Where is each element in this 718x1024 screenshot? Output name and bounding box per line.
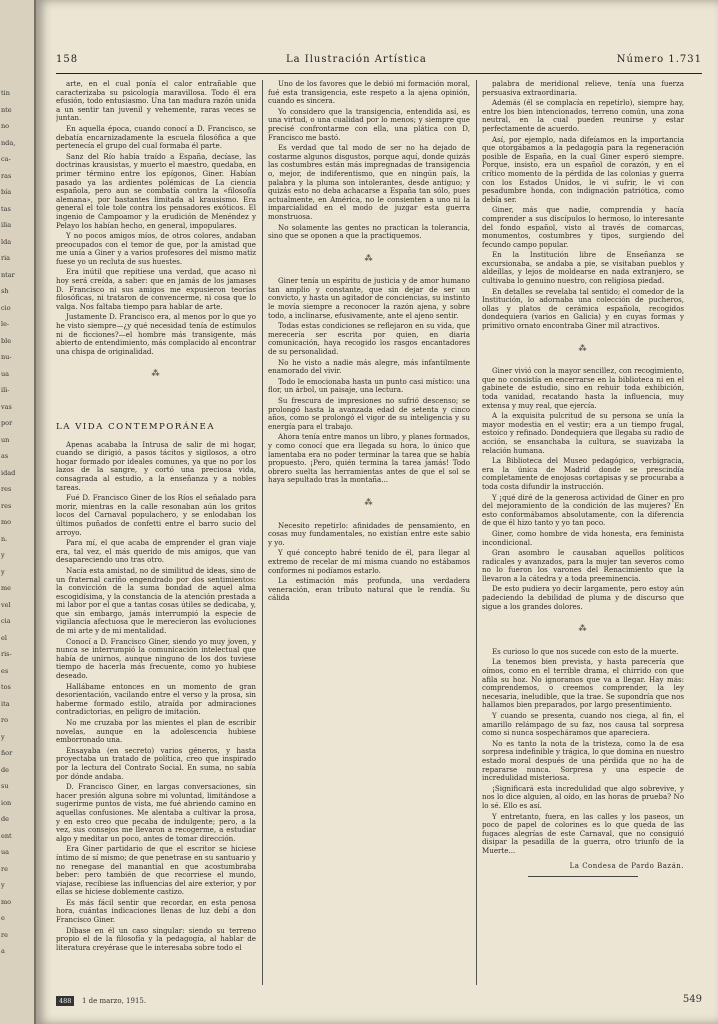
paragraph: Giner vivió con la mayor sencillez, con recogimiento, que no consistía en encerrarse en la biblioteca ni en el gabinete de estudio, sino en rehuir toda exhibición, toda vanidad, recatando hasta la influencia, muy extensa y muy real, que ejercía. <box>482 366 684 410</box>
facing-page-fragment: e <box>1 914 5 922</box>
paragraph: ¡Significará esta incredulidad que algo sobrevive, y nos lo dice alguien, al oído, en las horas de prueba? No lo sé. Ello es así. <box>482 783 684 810</box>
paragraph: La tenemos bien prevista, y hasta parecería que oímos, como en el terrible drama, el chirrido con que afila su hoz. No ignoramos que va a llegar. Hay más: comprendemos, o creemos comprender, la ley necesaria, ineludible, que la trae. Se supondría que nos hallamos bien preparados, por largo presentimiento. <box>482 657 684 710</box>
paragraph: Era inútil que repitiese una verdad, que acaso ni hoy será creída, a saber: que en jamás de los jamases D. Francisco ni sus amigos me expusieron teorías filosóficas, ni trataron de convencerme, ni cosa que lo valga. Nos faltaba tiempo para hablar de arte. <box>56 267 256 311</box>
facing-page-fragment: y <box>1 732 5 741</box>
footer-badge: 488 <box>56 996 74 1006</box>
paragraph: Giner tenía un espíritu de justicia y de amor humano tan amplio y constante, que sin dejar de ser un convicto, y hasta un agitador de conciencias, su instinto le movía siempre a reconocer la razón ajena, y sobre todo, a inclinarse, efusivamente, ante el ajeno sentir. <box>268 276 470 320</box>
paragraph: Es verdad que tal modo de ser no ha dejado de costarme algunos disgustos, porque aquí, donde quizás las costumbres están más impregnadas de transigencia o, mejor, de indiferentismo, que en ningún país, la palabra y la pluma son intolerantes, desde antiguo; y quizás esto no deba achacarse a España tan sólo, pues actualmente, en América, no le consienten a uno ni la imparcialidad en el modo de juzgar esta guerra monstruosa. <box>268 143 470 221</box>
facing-page-fragment: nu- <box>1 353 12 361</box>
facing-page-fragment: ca- <box>1 155 11 163</box>
facing-page-fragment: un <box>1 435 10 444</box>
paragraph: Es más fácil sentir que recordar, en esta penosa hora, cuántas indicaciones llenas de luz debí a don Francisco Giner. <box>56 897 256 925</box>
signature: La Condesa de Pardo Bazán. <box>569 861 684 870</box>
paragraph: Giner, como hombre de vida honesta, era feminista incondicional. <box>482 528 684 547</box>
facing-page-fragment: cia <box>1 617 11 625</box>
facing-page-fragment: ua <box>1 369 10 378</box>
header-page-number: 158 <box>56 54 79 65</box>
facing-page-edge <box>0 0 36 1024</box>
paragraph: Todas estas condiciones se reflejaron en su vida, que merecería ser escrita por quien, en diaria comunicación, haya recogido los rasgos encantadores de su personalidad. <box>268 321 470 357</box>
separator-stars: ⁂ <box>578 624 588 634</box>
paragraph: No es tanto la nota de la tristeza, como la de esa sorpresa indefinible y trágica, lo que domina en nuestro estado moral después de una pérdida que no ha de repararse nunca. Sorpresa y una especie de incredulidad misteriosa. <box>482 738 684 783</box>
separator-stars: ⁂ <box>364 497 374 507</box>
facing-page-fragment: ent <box>1 831 12 840</box>
paragraph: En la Institución libre de Enseñanza se excursionaba, se andaba a pie, se visitaban pueblos y aldeíllas, y lejos de moldearse en nada extranjero, se cultivaba lo genuino nuestro, con religiosa piedad. <box>482 250 684 286</box>
page-header <box>56 54 702 68</box>
paragraph: Para mí, el que acaba de emprender el gran viaje era, tal vez, el más querido de mis amigos, que van desapareciendo uno tras otro. <box>56 538 256 565</box>
facing-page-fragment: ble <box>1 336 12 345</box>
paragraph: Hallábame entonces en un momento de gran desorientación, vacilando entre el verso y la prosa, sin haberme formado estilo, atraída por admiraciones contradictorias, en peligro de imitación. <box>56 681 256 717</box>
facing-page-fragment: no <box>1 122 10 130</box>
paragraph: Conocí a D. Francisco Giner, siendo yo muy joven, y nunca se interrumpió la comunicación intelectual que había de unirnos, aunque ninguno de los dos tuviese tiempo de hacerla más frecuente, como yo hubiese deseado. <box>56 636 256 681</box>
paragraph: Ensayaba (en secreto) varios géneros, y hasta proyectaba un tratado de política, creo que inspirado por la lectura del Contrato Social. En suma, no sabía por dónde andaba. <box>56 745 256 781</box>
footer-date: 1 de marzo, 1915. <box>82 997 147 1005</box>
paragraph: Uno de los favores que le debió mi formación moral, fué esta transigencia, este respeto a la ajena opinión, cuando es sincera. <box>268 80 470 106</box>
facing-page-fragment: bía <box>1 188 12 196</box>
paragraph: Y no pocos amigos míos, de otros colores, andaban preocupados con el temor de que, por la amistad que me unía a Giner y a varios profesores del mismo matiz fuese yo un recluta de sus huestes. <box>56 231 256 266</box>
paragraph: Fué D. Francisco Giner de los Ríos el señalado para morir, mientras en la calle resonaban aún los gritos locos del Carnaval populachero, y se enlodaban los últimos puñados de confetti entre el barro sucio del arroyo. <box>56 493 256 537</box>
paragraph: Y ¡qué diré de la generosa actividad de Giner en pro del mejoramiento de la condición de las mujeres? En esto conformábamos absolutamente, con la diferencia de que él hizo tanto y yo tan poco. <box>482 492 684 528</box>
paragraph: Y entretanto, fuera, en las calles y los paseos, un poco de papel de colorines es lo que queda de las fugaces alegrías de este Carnaval, que no consiguió disipar la pesadilla de la guerra, otro triunfo de la Muerte... <box>482 811 684 855</box>
paragraph: Era Giner partidario de que el escritor se hiciese íntimo de sí mismo; de que penetrase en su santuario y no renegase del manantial en que acostumbraba beber: pero también de que recorriese el mundo, viajase, recibiese las influencias del aire exterior, y por ellas se hiciese doblemente castizo. <box>56 844 256 897</box>
facing-page-fragment: vas <box>1 402 12 411</box>
column-2 <box>268 80 470 985</box>
facing-page-fragment: ria <box>1 254 11 262</box>
facing-page-fragment: nte <box>1 105 12 114</box>
paragraph: Apenas acababa la Intrusa de salir de mi hogar, cuando se dirigió, a pasos tácitos y sigilosos, a otro hogar formado por ideales comunes, ya que no por los lazos de la sangre, y cortó una preciosa vida, consagrada al estudio, a la enseñanza y a nobles tareas. <box>56 439 256 492</box>
paragraph: La Biblioteca del Museo pedagógico, verbigracia, era la única de Madrid donde se prescindía completamente de enojosas cortapisas y se procuraba a toda costa difundir la instrucción. <box>482 456 684 491</box>
facing-page-fragment: mo <box>1 897 12 906</box>
facing-page-fragment: ñor <box>1 749 13 757</box>
column-rule <box>476 80 477 985</box>
paragraph: arte, en el cual ponía el calor entrañable que caracterizaba su psicología maravillosa. Todo él era efusión, todo entusiasmo. Una tan madura razón unida a un sentir tan juvenil y vehemente, raras veces se juntan. <box>56 80 256 123</box>
page-footer <box>56 996 702 1010</box>
paragraph: Todo le emocionaba hasta un punto casi místico: una flor, un árbol, un paisaje, una lectura. <box>268 376 470 395</box>
facing-page-fragment: cio <box>1 303 11 312</box>
column-3 <box>482 80 684 985</box>
paragraph: Justamente D. Francisco era, al menos por lo que yo he visto siempre—¿y qué necesidad tenía de estímulos ni de ficciones?—el hombre más transigente, más abierto de entendimiento, más complacido al encontrar una chispa de originalidad. <box>56 312 256 356</box>
facing-page-fragment: idad <box>1 468 16 477</box>
paragraph: D. Francisco Giner, en largas conversaciones, sin hacer presión alguna sobre mi voluntad, limitándose a sugerirme puntos de vista, me fué abriendo camino en aquellas confusiones. Me alentaba a cultivar la prosa, y en esto creo que pecaba de indulgente; pero, a la vez, sus consejos me llevaron a recogerme, a estudiar algo y meditar un poco, antes de tomar dirección. <box>56 782 256 843</box>
facing-page-fragment: de <box>1 815 10 823</box>
facing-page-fragment: res <box>1 485 12 493</box>
facing-page-fragment: su <box>1 782 9 790</box>
column-rule <box>262 80 263 985</box>
facing-page-fragment: tos <box>1 683 11 691</box>
paragraph: La estimación más profunda, una verdadera veneración, eran tributo natural que le rendía. Su cálida <box>268 576 470 603</box>
newspaper-page <box>36 0 718 1024</box>
paragraph: Y qué concepto habré tenido de él, para llegar al extremo de recelar de mí misma cuando no estábamos conformes ni podíamos estarlo. <box>268 548 470 575</box>
paragraph: A la exquisita pulcritud de su persona se unía la mayor modestia en el vestir; era a un tiempo frugal, estoico y refinado. Dondequiera que llegaba su radio de acción, se ensanchaba la cultura, se suavizaba la relación humana. <box>482 411 684 455</box>
paragraph: En aquella época, cuando conocí a D. Francisco, se debatía encarnizadamente la escuela filosófica a que pertenecía el grupo del cual formaba él parte. <box>56 123 256 151</box>
facing-page-fragment: ita <box>1 699 10 708</box>
facing-page-fragment: y <box>1 881 5 889</box>
section-title: LA VIDA CONTEMPORÁNEA <box>56 422 216 432</box>
facing-page-fragment: mo <box>1 518 12 526</box>
header-issue: Número 1.731 <box>616 54 702 65</box>
paragraph: Es curioso lo que nos sucede con esto de la muerte. <box>492 646 679 656</box>
paragraph: De esto pudiera yo decir largamente, pero estoy aún padeciendo la debilidad de pluma y de discurso que sigue a los grandes dolores. <box>482 584 684 611</box>
paragraph: No he visto a nadie más alegre, más infantilmente enamorado del vivir. <box>268 357 470 376</box>
column-1 <box>56 80 256 980</box>
facing-page-fragment: as <box>1 452 9 460</box>
paragraph: Así, por ejemplo, nada difeíamos en la importancia que otorgábamos a la pedagogía para la regeneración posible de España, en la cual Giner esperó siempre. Porque, insisto, era un español de corazón, y en el crítico momento de la pérdida de las colonias y guerra con los Estados Unidos, le vi sufrir, le vi con pesadumbre honda, con indignación patriótica, como debía ser. <box>482 134 684 204</box>
separator-stars: ⁂ <box>151 369 161 379</box>
facing-page-fragment: el <box>1 633 7 642</box>
facing-page-fragment: n. <box>1 534 8 543</box>
paragraph: Además (él se complacía en repetirlo), siempre hay, entre los bien intencionados, terreno común, una zona neutral, en la cual pueden reunirse y estar perfectamente de acuerdo. <box>482 98 684 133</box>
facing-page-fragment: tin <box>1 89 10 97</box>
facing-page-fragment: por <box>1 419 13 427</box>
facing-page-fragment: es <box>1 666 9 675</box>
facing-page-fragment: ntar <box>1 270 15 279</box>
facing-page-fragment: vel <box>1 600 11 609</box>
facing-page-fragment: res <box>1 501 12 510</box>
paragraph: Gran asombro le causaban aquellos políticos radicales y avanzados, para la mujer tan severos como no lo fueron los varones del Renacimiento que la llevaron a la cátedra y a toda preeminencia. <box>482 548 684 583</box>
paragraph: No me cruzaba por las mientes el plan de escribir novelas, aunque en la adolescencia hubiese emborronado una. <box>56 718 256 745</box>
facing-page-fragment: re <box>1 864 8 873</box>
facing-page-fragment: ion <box>1 798 12 807</box>
paragraph: En detalles se revelaba tal sentido; el comedor de la Institución, lo adornaba una colección de pucheros, ollas y platos de cerámica española, recogidos dondequiera (varios en Galicia) y en cuyas formas y primitivo ornato encontraba Giner mil atractivos. <box>482 286 684 331</box>
facing-page-fragment: a <box>1 947 5 955</box>
facing-page-fragment: y <box>1 567 5 576</box>
facing-page-fragment: sh <box>1 287 9 295</box>
facing-page-fragment: le- <box>1 320 10 328</box>
footer-page-number: 549 <box>682 994 702 1005</box>
facing-page-fragment: y <box>1 551 5 559</box>
paragraph: Giner, más que nadie, comprendía y hacía comprender a sus discípulos lo hermoso, lo interesante del fondo español, visto al través de comarcas, monumentos, costumbres y tipos, surgiendo del fecundo campo popular. <box>482 205 684 249</box>
facing-page-fragment: ro <box>1 716 9 724</box>
facing-page-fragment: me <box>1 584 12 592</box>
facing-page-fragment: tas <box>1 204 11 213</box>
paragraph: Yo considero que la transigencia, entendida así, es una virtud, o una cualidad por lo menos; y siempre que precisé confrontarme con ella, una plática con D, Francisco me bastó. <box>268 106 470 142</box>
facing-page-fragment: ili- <box>1 386 10 394</box>
facing-page-fragment: nda, <box>1 138 16 147</box>
separator-stars: ⁂ <box>578 343 588 353</box>
facing-page-fragment: re <box>1 930 8 939</box>
paragraph: Su frescura de impresiones no sufrió descenso; se prolongó hasta la avanzada edad de setenta y cinco años, como se prolongó el vigor de su inteligencia y su energía para el trabajo. <box>268 396 470 431</box>
paragraph: Necesito repetirlo: afinidades de pensamiento, en cosas muy fundamentales, no existían entre este sabio y yo. <box>268 520 470 547</box>
facing-page-fragment: ras <box>1 171 12 180</box>
paragraph: Y cuando se presenta, cuando nos ciega, al fin, el amarillo relámpago de su faz, nos causa tal sorpresa como si nunca sospecháramos que apareciera. <box>482 711 684 738</box>
separator-stars: ⁂ <box>364 253 374 263</box>
facing-page-fragment: ua <box>1 848 10 856</box>
paragraph: Ahora tenía entre manos un libro, y planes formados, y como conocí que era llegada su hora, lo único que lamentaba era no poder terminar la tarea que se había propuesto. ¡Pero, quién termina la tarea jamás! Todo obrero suelta las herramientas antes de que el sol se haya sepultado tras la montaña... <box>268 432 470 485</box>
paragraph: Nacía esta amistad, no de similitud de ideas, sino de un fraternal cariño engendrado por dos sentimientos: la convicción de la suma bondad de aquel alma escogidísima, y la constancia de la atención prestada a mi labor por el que a tantas cosas útiles se dedicaba, y, que sin embargo, jamás interrumpió la especie de vigilancia afectuosa que le merecieron las evoluciones de mi arte y de mi mentalidad. <box>56 565 256 636</box>
signature-rule <box>528 876 638 877</box>
header-title: La Ilustración Artística <box>286 54 427 65</box>
paragraph: No solamente las gentes no practican la tolerancia, sino que se oponen a que la practiquemos. <box>268 222 470 241</box>
facing-page-fragment: de <box>1 765 10 774</box>
paragraph: palabra de meridional relieve, tenía una fuerza persuasiva extraordinaria. <box>482 80 684 97</box>
paragraph: Sanz del Río había traído a España, decíase, las doctrinas krausistas, y muerto el maestro, quedaba, en primer término entre los epígonos, Giner. Habían pasado ya las ardientes polémicas de La ciencia española, pero aun se combatía contra la «filosofía alemana», por bastantes limitada al krausismo. Era general el tole tole contra los pensadores exóticos. El ingenio de Campoamor y la erudición de Menéndez y Pelayo los habían hecho, en general, impopulares. <box>56 151 256 230</box>
header-rule <box>56 73 702 74</box>
paragraph: Díbase en él un caso singular: siendo su terreno propio el de la filosofía y la pedagogía, al hablar de literatura creyérase que le interesaba sobre todo el <box>56 925 256 952</box>
facing-page-fragment: ilia <box>1 221 12 229</box>
facing-page-fragment: lda <box>1 237 12 246</box>
facing-page-fragment: ris- <box>1 650 12 658</box>
